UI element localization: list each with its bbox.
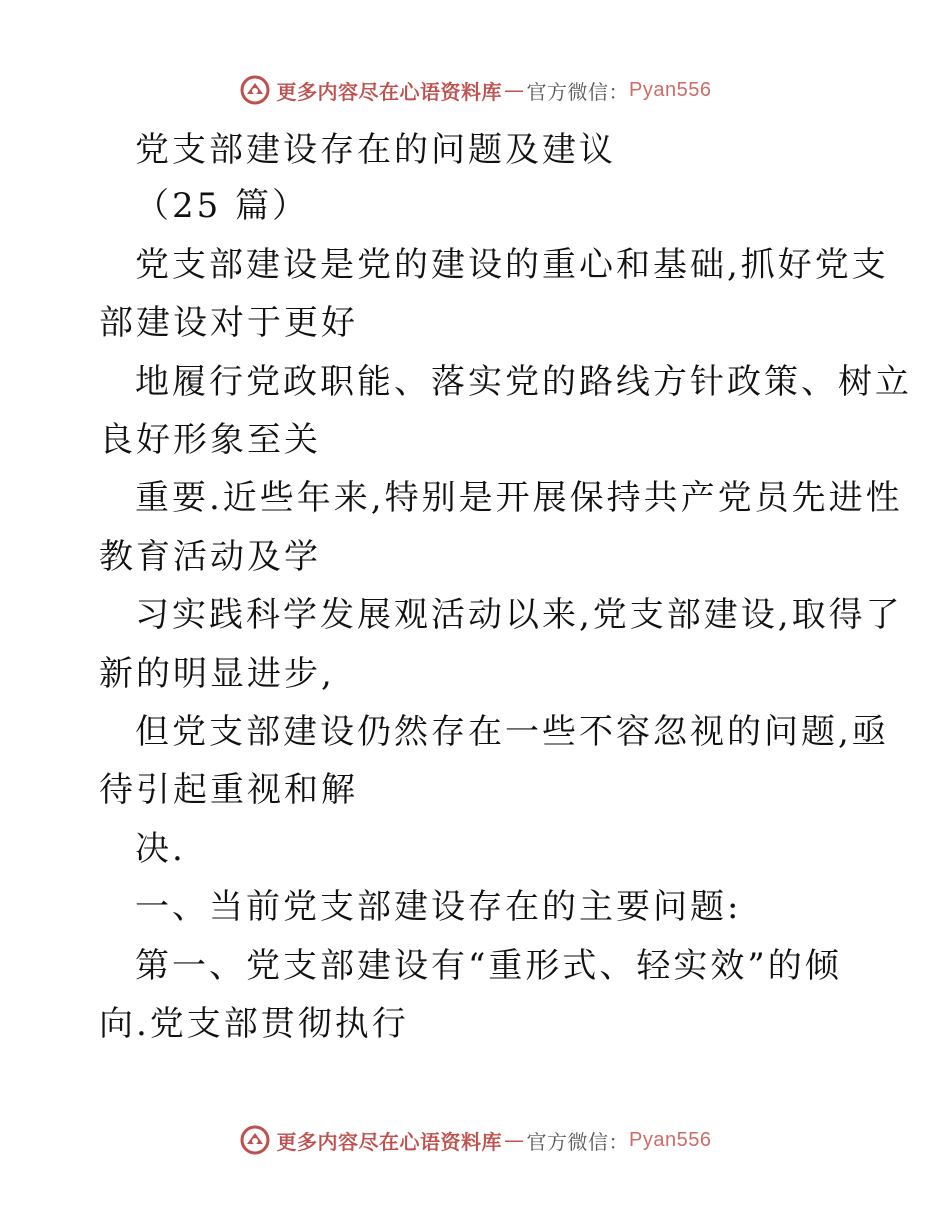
paragraph-line: 重要.近些年来,特别是开展保持共产党员先进性	[135, 478, 903, 518]
banner-lead-text: 更多内容尽在心语资料库	[276, 1129, 503, 1154]
header-banner	[0, 70, 950, 110]
banner-dash: —	[504, 1128, 525, 1152]
banner-dash: —	[504, 78, 525, 102]
banner-wechat-id: Pyan556	[629, 1128, 712, 1151]
paragraph-line: 但党支部建设仍然存在一些不容忽视的问题,亟	[135, 712, 889, 752]
footer-banner	[0, 1120, 950, 1160]
banner-label: 官方微信：	[526, 79, 630, 104]
paragraph-line: 地履行党政职能、落实党的路线方针政策、树立	[135, 362, 912, 402]
paragraph-line: 部建设对于更好	[99, 303, 358, 343]
document-subtitle: （25 篇）	[135, 186, 310, 226]
paragraph-line: 待引起重视和解	[99, 770, 358, 810]
paragraph-line: 决.	[135, 829, 186, 869]
paragraph-line: 良好形象至关	[99, 420, 321, 460]
book-logo-icon	[239, 1124, 271, 1156]
paragraph-line: 教育活动及学	[99, 537, 321, 577]
document-title: 党支部建设存在的问题及建议	[135, 130, 616, 170]
paragraph-line: 新的明显进步,	[99, 654, 335, 694]
book-logo-icon	[239, 74, 271, 106]
paragraph-line: 向.党支部贯彻执行	[99, 1004, 409, 1044]
banner-lead-text: 更多内容尽在心语资料库	[276, 79, 503, 104]
section-heading: 一、当前党支部建设存在的主要问题:	[135, 887, 742, 927]
banner-label: 官方微信：	[526, 1129, 630, 1154]
paragraph-line: 习实践科学发展观活动以来,党支部建设,取得了	[135, 595, 903, 635]
banner-wechat-id: Pyan556	[629, 78, 712, 101]
paragraph-line: 党支部建设是党的建设的重心和基础,抓好党支	[135, 245, 889, 285]
paragraph-line: 第一、党支部建设有“重形式、轻实效”的倾	[135, 946, 842, 986]
